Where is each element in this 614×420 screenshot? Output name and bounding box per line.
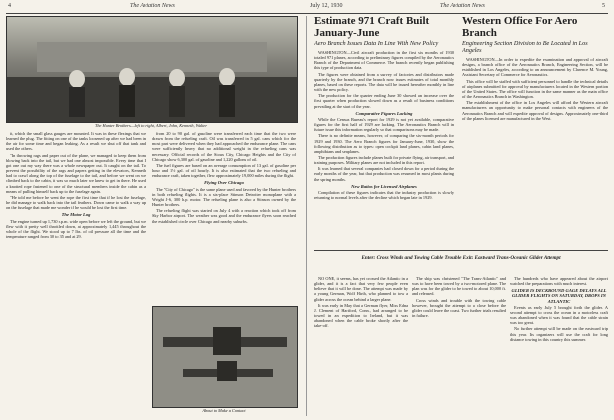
- production-article-title: Estimate 971 Craft Built January-June: [314, 16, 430, 39]
- glider-col-3: [510, 276, 608, 416]
- paragraph: No further attempt will be made on the eastward trip this year. Its organizers will use the craft for long distance towing in this country this summer.: [510, 326, 608, 342]
- glider-article-header: [314, 253, 608, 275]
- paragraph: There is no definite means, however, of comparing the six-month periods for 1929 and 1930. The Aero Branch figures for January-June, 1930, show the following distribution as to types: open cockpit land planes, cabin land planes, amphibians and seaplanes.: [314, 133, 454, 154]
- glider-subheading: GLIDER IS DECKBOUND GAGE DELAYS ALL GLIDER FLIGHTS ON SATURDAY, DROPS IN ATLANTIC: [511, 288, 607, 304]
- glider-col-1: [314, 276, 408, 416]
- production-article: [314, 16, 454, 248]
- paragraph: The figures were obtained from a survey of factories and distributors made quarterly by the branch, and the branch now issues estimates of total monthly planes, based on these reports. The data will be issued hereafter monthly in line with the new policy.: [314, 71, 454, 93]
- paragraph: This office will be staffed with sufficient personnel to handle the technical details of airplanes submitted for approval by manufacturers located in the Western portion of the United States. The office will function in the same manner as the main office of the Aeronautics Branch in Washington.: [462, 78, 608, 100]
- glider-col-2: [412, 276, 506, 416]
- western-office-title: Western Office For Aero Branch: [462, 16, 578, 39]
- western-office-subtitle: Engineering Section Division to Be Located in Los Angeles: [462, 40, 588, 54]
- paragraph: it, which the small glass gauges are mounted. It was in these flexings that we learned the plug. The fitting on one of the tanks loosened up after we had been in the air for some time and began leaking. As a result we shut off that tank and used the others.: [6, 131, 146, 152]
- page-gutter: [306, 16, 307, 416]
- section-heading-comparative: Comparative Figures Lacking: [355, 110, 413, 116]
- paragraph: The fuel figures are based on an average consumption of 13 gal. of gasoline per hour and 1½ gal. of oil hourly. It is also estimated that the two refueling and endurance craft, taken together, flew approximately 19,000 miles during the flight.: [152, 162, 296, 179]
- paragraph: The "City of Chicago" is the same plane used and favored by the Hunter brothers in both refueling flights. It is a six-place Stinson Detroiter monoplane with a Wright J-6, 300 h.p. motor. The refueling plane is also a Stinson owned by the Hunter brothers.: [152, 186, 296, 208]
- paragraph: It was learned that several companies had closed down for a period during the early months of the year, but that production was resumed in most plants during the spring months.: [314, 166, 454, 182]
- page-number-left: 4: [8, 3, 11, 9]
- contact-photo: [152, 306, 298, 408]
- page-header: [0, 3, 614, 13]
- left-column-text: [6, 131, 146, 417]
- paragraph: WASHINGTON—In order to expedite the examination and approval of aircraft designs, a branch office of the Aeronautics Branch, Engineering Section, will be established in Los Angeles, according to an announcement by Clarence M. Young, Assistant Secretary of Commerce for Aeronautics.: [462, 57, 608, 78]
- section-heading-motor-log: The Motor Log: [61, 212, 91, 218]
- paragraph: NO ONE, it seems, has yet crossed the Atlantic in a glider, and it is a fact that very few people even believe that it will be done. The attempt was made by a young German, Wolf Hirth, who planned to tow a glider across the ocean behind a larger plane.: [314, 276, 408, 302]
- hunter-brothers-photo: [6, 16, 298, 123]
- paragraph: The ship was christened "The Trans-Atlantic" and was to have been towed by a two-motored plane. The plan was for the glider to be towed to about 10,000 ft. and released.: [412, 276, 506, 297]
- paragraph: The engine turned up 1,730 r.p.m. wide open before we left the ground, but we flew with it pretty well throttled down, at approximately 1,445 throughout the whole of the flight. We stood up to 7 lbs. of oil pressure all the time and the temperature ranged from 30 to 35 and at 29.: [6, 218, 146, 239]
- photo-caption-hunter-brothers: The Hunter Brothers—left to right, Albert, John, Kenneth, Walter: [94, 123, 208, 128]
- paragraph: The production figures include planes built for private flying, air transport, and training purposes. Military planes are not included in this report.: [314, 154, 454, 166]
- paragraph: While the Census Bureau's report for 1929 is not yet available, comparative figures for the first half of 1929 are lacking. The Aeronautics Branch will in future issue this information regularly so that comparisons may be made.: [314, 116, 454, 133]
- middle-column-text: [152, 131, 296, 303]
- paragraph: The hundreds who have appeared about the airport watched the preparations with much interest.: [510, 276, 608, 287]
- paragraph: The refueling flight was started on July 4 with a reaction which took off from Sky Harbor airport. The weather was good and the endurance flyers soon reached the established circle over Chicago and nearby suburbs.: [152, 208, 296, 224]
- photo-caption-contact: About to Make a Contact: [202, 408, 246, 413]
- publication-title-left: The Aviation News: [130, 3, 175, 9]
- paragraph: Compilation of these figures indicates that the industry production is slowly returning to normal levels after the decline which began late in 1929.: [314, 189, 454, 201]
- publication-title-right: The Aviation News: [440, 3, 485, 9]
- section-rule: [314, 250, 608, 251]
- paragraph: Events as early July 5 brought forth the glider. A second attempt to cross the ocean in a motorless craft was abandoned when it was found that the cable strain was too great.: [510, 304, 608, 326]
- header-rule: [6, 13, 608, 14]
- page-number-right: 5: [602, 3, 605, 9]
- western-office-article: [462, 16, 608, 248]
- issue-date: July 12, 1930: [310, 3, 343, 9]
- paragraph: The establishment of the office in Los Angeles will afford the Western aircraft manufacturers an opportunity to make personal contacts with engineers of the Aeronautics Branch and will expedite approval of designs. Approximately one-third of the planes licensed are manufactured in the West.: [462, 100, 608, 121]
- section-heading-flying-over-chicago: Flying Over Chicago: [204, 180, 244, 186]
- paragraph: It was early in May that a German flyer, Miss Edna J. Clement of Hartford, Conn., had arranged to be towed in an expedition to Ireland, but it was abandoned when the cable broke shortly after the take-off.: [314, 302, 408, 329]
- paragraph: Cross winds and trouble with the towing cable however, brought the attempt to a close before the glider could leave the coast. Two further trials resulted in failure.: [412, 297, 506, 319]
- paragraph: "In throwing rags and paper out of the plane, we managed to keep them from blowing back into the tail, but we had one almost impossible. Every time that I got one out my way there was a whole newspaper out. It caught on the tail. To prevent the possibility of the rags and papers getting in the elevators, Kenneth had to crawl along the top of the fuselage to the tail, and before we went on we climbed back to the cabin, it was so much later we knew to get in there. He used a knotted rope fastened to one of the structural members inside the cabin as a means of pulling himself back up to the fuselage again.: [6, 152, 146, 194]
- section-heading-new-ratios: New Ratios for Licensed Airplanes: [351, 183, 417, 189]
- paragraph: "He told me before he went the rope the first time that if he lost the fuselage, he did manage to walk back into the tail feathers. Down came to walk a way up on the fuselage that made me wonder if he would be lost the first time.: [6, 194, 146, 211]
- paragraph: from 20 to 90 gal. of gasoline were transferred each time that the two were drawn from the refueling craft. Oil was transferred in 5 gal. cans which for the most part were delivered when they had approached the endurance plane. The cans were sufficiently heavy that no additional weight in the refueling cans was necessary. Official records of the Sioux City, Chicago Heights and the City of Chicago show 6,300 gal. of gasoline and 1,220 gallons of oil.: [152, 131, 296, 162]
- paragraph: WASHINGTON—Civil aircraft production in the first six months of 1930 totaled 971 planes, according to preliminary figures compiled by the Aeronautics Branch of the Department of Commerce. The branch recently began publishing this type of production data.: [314, 50, 454, 71]
- paragraph: The production for the quarter ending June 30 showed an increase over the first quarter when production slowed down as a result of business conditions prevailing at the start of the year.: [314, 93, 454, 109]
- glider-article-title: Enter: Cross Winds and Towing Cable Trouble Exit: Eastward Trans-Oceanic Glider Attempt: [361, 255, 561, 261]
- production-article-subtitle: Aero Branch Issues Data In Line With New Policy: [314, 40, 439, 47]
